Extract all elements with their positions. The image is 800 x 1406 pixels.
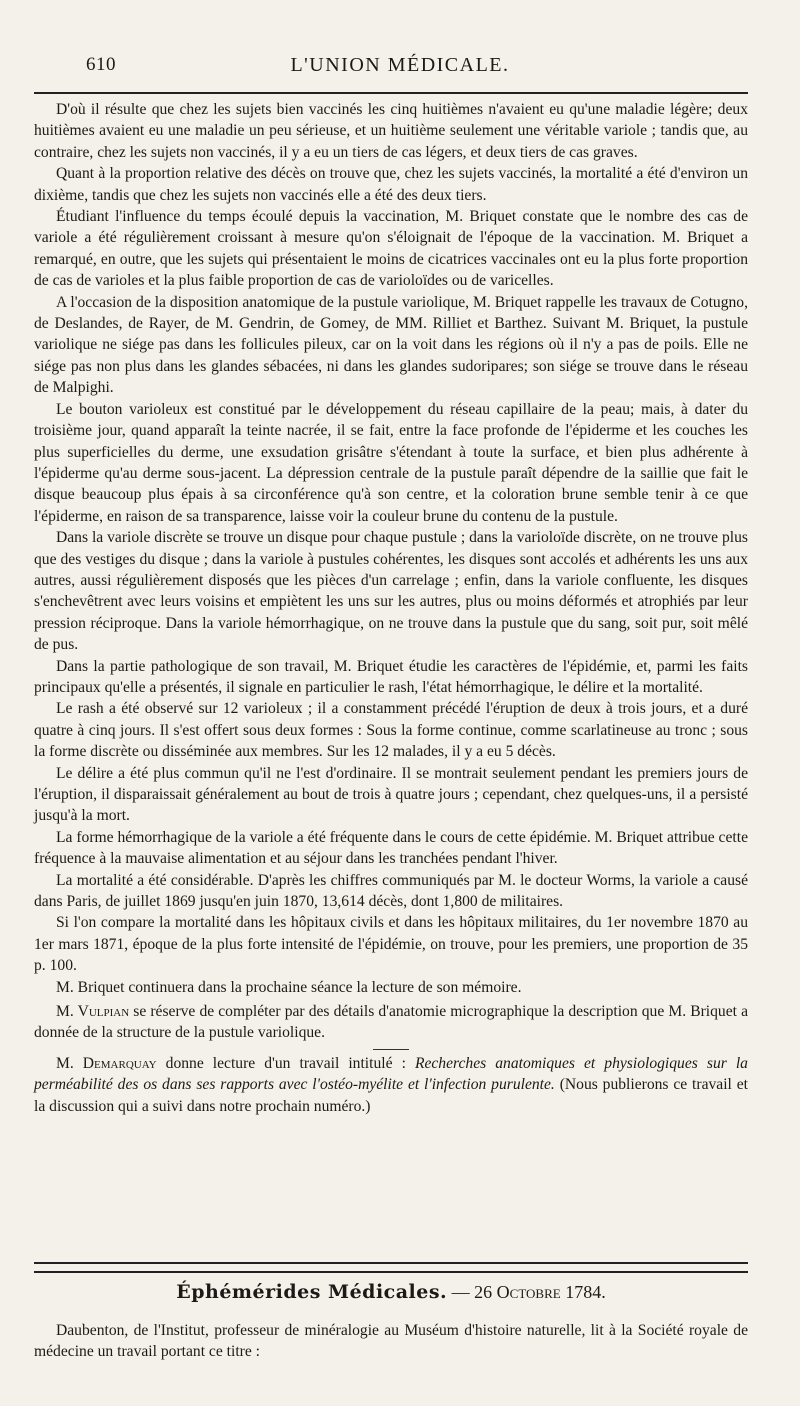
vulpian-paragraph [34, 1001, 748, 1044]
ephemerides-year: 1784. [560, 1282, 606, 1302]
paragraph: Étudiant l'influence du temps écoulé depuis la vaccination, M. Briquet constate que le nombre des cas de variole a été régulièrement croissant à mesure qu'on s'éloignait de l'époque de la vaccination. M. Briquet a remarqué, en outre, que les sujets qui présentaient le moins de cicatrices vaccinales ont eu la plus forte proportion de cas de varioles et la plus faible proportion de cas de varioloïdes ou de varicelles. [34, 208, 748, 290]
paragraph: Le rash a été observé sur 12 varioleux ; il a constamment précédé l'éruption de deux à trois jours, et a duré quatre à cinq jours. Il s'est offert sous deux formes : Sous la forme continue, comme scarlatineuse au tronc ; sous la forme discrète ou disséminée aux membres. Sur les 12 malades, il y a eu 5 décès. [34, 700, 748, 761]
speaker-name: M. Vulpian [56, 1003, 130, 1021]
running-title: L'UNION MÉDICALE. [290, 54, 510, 76]
page-header [52, 0, 748, 84]
header-rule [34, 92, 748, 94]
speaker-name: M. Demarquay [56, 1054, 157, 1072]
paragraph: Daubenton, de l'Institut, professeur de minéralogie au Muséum d'histoire naturelle, lit à la Société royale de médecine un travail portant ce titre : [34, 1322, 748, 1361]
publication-note: (Nous publierons ce travail et la discussion qui a suivi dans notre prochain numéro.) [34, 1076, 749, 1115]
ephemerides-heading [34, 1281, 748, 1304]
paragraph: Quant à la proportion relative des décès on trouve que, chez les sujets vaccinés, la mortalité a été d'environ un dixième, tandis que chez les sujets non vaccinés elle a été des deux tiers. [34, 165, 748, 204]
paragraph: La forme hémorrhagique de la variole a été fréquente dans le cours de cette épidémie. M. Briquet attribue cette fréquence à la mauvaise alimentation et au séjour dans les tranchées pendant l'hiver. [34, 828, 748, 868]
section-separator [373, 1049, 409, 1050]
paragraph: La mortalité a été considérable. D'après les chiffres communiqués par M. le docteur Worms, la variole a causé dans Paris, de juillet 1869 jusqu'en juin 1870, 13,614 décès, dont 1,800 de militaires. [34, 871, 748, 911]
ephemerides-month: Octobre [496, 1282, 561, 1302]
page-number: 610 [86, 54, 116, 75]
paragraph: Si l'on compare la mortalité dans les hôpitaux civils et dans les hôpitaux militaires, du 1er novembre 1870 au 1er mars 1871, époque de la plus forte intensité de l'épidémie, on trouve, pour les premiers, une proportion de 35 p. 100. [34, 914, 748, 975]
paragraph: Le délire a été plus commun qu'il ne l'est d'ordinaire. Il se montrait seulement pendant les premiers jours de l'éruption, il disparaissait généralement au bout de trois à quatre jours ; cependant, chez quelques-uns, il a persisté jusqu'à la mort. [34, 764, 748, 825]
paragraph: D'où il résulte que chez les sujets bien vaccinés les cinq huitièmes n'avaient eu qu'une maladie légère; deux huitièmes avaient eu une maladie un peu sérieuse, et un huitième seulement une véritable variole ; tandis que, au contraire, chez les sujets non vaccinés, il y a eu un tiers de cas légers, et deux tiers de cas graves. [34, 101, 748, 161]
double-rule [34, 1262, 748, 1273]
ephemerides-body [34, 1320, 748, 1363]
paragraph: Le bouton varioleux est constitué par le développement du réseau capillaire de la peau; mais, à dater du troisième jour, quand apparaît la teinte nacrée, il se fait, entre la face profonde de l'épiderme et les couches les plus superficielles du derme, une exsudation grisâtre s'étendant à toute la surface, et bien plus adhérente à l'épiderme qu'au derme sous-jacent. La dépression centrale de la pustule paraît dépendre de la saillie que fait le disque beaucoup plus épais à sa circonférence qu'à son centre, et la coloration brune semble tenir à ce que l'épiderme, en raison de sa transparence, laisse voir la couleur brune du contenu de la pustule. [34, 400, 748, 525]
article-body [34, 99, 748, 1117]
paragraph: Dans la partie pathologique de son travail, M. Briquet étudie les caractères de l'épidémie, et, parmi les faits principaux qu'elle a présentés, il signale en particulier le rash, l'état hémorrhagique, le délire et la mortalité. [34, 657, 748, 696]
speaker-text: se réserve de compléter par des détails d'anatomie micrographique la description que M. Briquet a donnée de la structure de la pustule variolique. [34, 1003, 748, 1042]
work-title: Recherches anatomiques et physiologiques sur la perméabilité des os dans ses rapports avec l'ostéo-myélite et l'infection purulente. [34, 1054, 748, 1094]
paragraph: Dans la variole discrète se trouve un disque pour chaque pustule ; dans la varioloïde discrète, on ne trouve plus que des vestiges du disque ; dans la variole à pustules cohérentes, les disques sont accolés et adhérents les uns aux autres, aussi régulièrement disposés que les pièces d'un carrelage ; enfin, dans la variole confluente, les disques s'enchevêtrent avec leurs voisins et empiètent les uns sur les autres, plus ou moins déformés et atrophiés par leur pression réciproque. Dans la variole hémorrhagique, on ne trouve dans la pustule que du sang, soit pur, soit mêlé de pus. [34, 529, 748, 654]
ephemerides-title: Éphémérides Médicales. [176, 1281, 448, 1303]
demarquay-paragraph [34, 1053, 748, 1117]
ephemerides-dash: — 26 [447, 1282, 497, 1302]
paragraph: A l'occasion de la disposition anatomique de la pustule variolique, M. Briquet rappelle les travaux de Cotugno, de Deslandes, de Rayer, de M. Gendrin, de Gomey, de MM. Rilliet et Barthez. Suivant M. Briquet, la pustule variolique ne siége pas dans les follicules pileux, car on la voit dans les régions où il n'y a pas de poils. Elle ne siége pas non plus dans les glandes sébacées, ni dans les glandes sudoripares; son siége se trouve dans le réseau de Malpighi. [34, 293, 748, 397]
paragraph: M. Briquet continuera dans la prochaine séance la lecture de son mémoire. [56, 978, 522, 996]
speaker-text: donne lecture d'un travail intitulé : [156, 1054, 415, 1072]
